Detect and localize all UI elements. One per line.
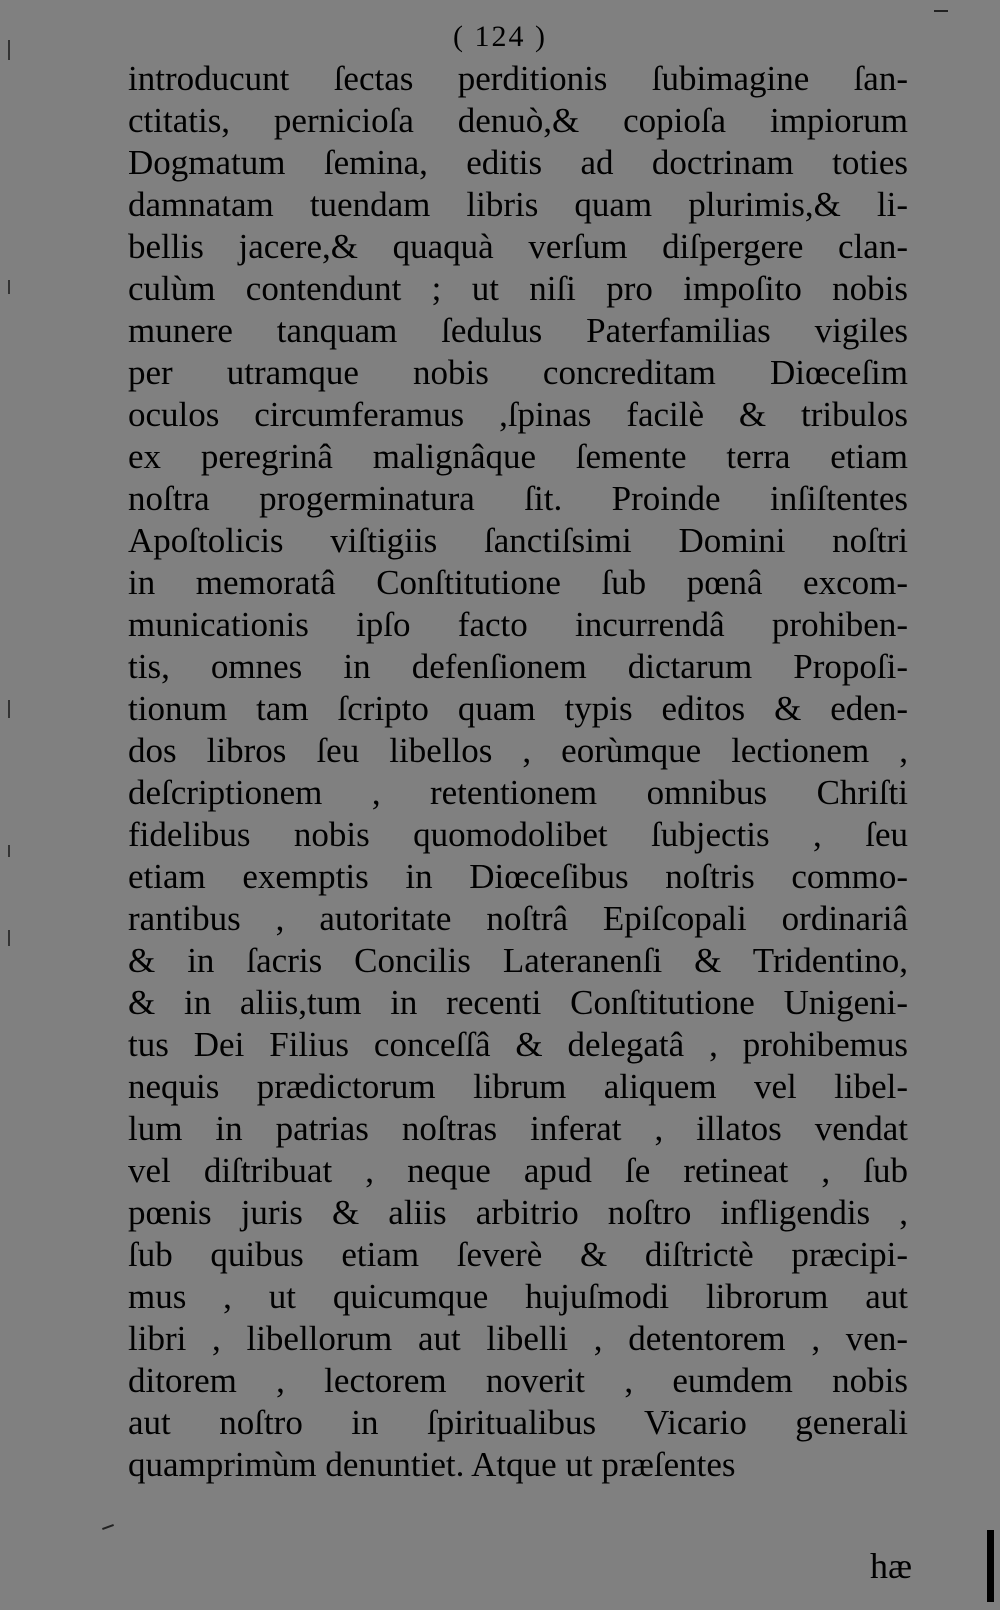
text-line: tis, omnes in defenſionem dictarum Propoſi- bbox=[128, 647, 908, 686]
scan-artifact-stray-mark bbox=[102, 1524, 114, 1530]
text-line: mus , ut quicumque hujuſmodi librorum aut bbox=[128, 1277, 908, 1316]
text-line: culùm contendunt ; ut niſi pro impoſito nobis bbox=[128, 269, 908, 308]
text-line: ctitatis, pernicioſa denuò,& copioſa impiorum bbox=[128, 101, 908, 140]
text-line: ex peregrinâ malignâque ſemente terra etiam bbox=[128, 437, 908, 476]
text-line: oculos circumferamus ,ſpinas facilè & tribulos bbox=[128, 395, 908, 434]
text-line: noſtra progerminatura ſit. Proinde inſiſtentes bbox=[128, 479, 908, 518]
scan-artifact-margin-mark bbox=[8, 845, 10, 857]
text-line: rantibus , autoritate noſtrâ Epiſcopali ordinariâ bbox=[128, 899, 908, 938]
text-line: per utramque nobis concreditam Diœceſim bbox=[128, 353, 908, 392]
text-line: dos libros ſeu libellos , eorùmque lectionem , bbox=[128, 731, 908, 770]
text-line: introducunt ſectas perditionis ſubimagine ſan- bbox=[128, 59, 908, 98]
text-line: libri , libellorum aut libelli , detentorem , ven- bbox=[128, 1319, 908, 1358]
text-line: nequis prædictorum librum aliquem vel libel- bbox=[128, 1067, 908, 1106]
text-line: deſcriptionem , retentionem omnibus Chriſti bbox=[128, 773, 908, 812]
text-line: ditorem , lectorem noverit , eumdem nobis bbox=[128, 1361, 908, 1400]
scan-artifact-margin-mark bbox=[8, 280, 10, 294]
text-line: tionum tam ſcripto quam typis editos & eden- bbox=[128, 689, 908, 728]
page-number: ( 124 ) bbox=[453, 20, 547, 53]
text-line: aut noſtro in ſpiritualibus Vicario generali bbox=[128, 1403, 908, 1442]
text-line: ſub quibus etiam ſeverè & diſtrictè præcipi- bbox=[128, 1235, 908, 1274]
text-line: & in aliis,tum in recenti Conſtitutione Unigeni- bbox=[128, 983, 908, 1022]
text-line: municationis ipſo facto incurrendâ prohiben- bbox=[128, 605, 908, 644]
text-line: & in ſacris Concilis Lateranenſi & Tridentino, bbox=[128, 941, 908, 980]
text-line: bellis jacere,& quaquà verſum diſpergere clan- bbox=[128, 227, 908, 266]
text-line: vel diſtribuat , neque apud ſe retineat , ſub bbox=[128, 1151, 908, 1190]
text-line: pœnis juris & aliis arbitrio noſtro infligendis , bbox=[128, 1193, 908, 1232]
text-line: etiam exemptis in Diœceſibus noſtris commo- bbox=[128, 857, 908, 896]
body-text bbox=[128, 58, 908, 1486]
text-line: Apoſtolicis viſtigiis ſanctiſsimi Domini noſtri bbox=[128, 521, 908, 560]
scan-artifact-tick bbox=[934, 10, 948, 12]
scan-artifact-margin-mark bbox=[8, 930, 10, 946]
text-line: Dogmatum ſemina, editis ad doctrinam toties bbox=[128, 143, 908, 182]
text-line: in memoratâ Conſtitutione ſub pœnâ excom- bbox=[128, 563, 908, 602]
text-line: munere tanquam ſedulus Paterfamilias vigiles bbox=[128, 311, 908, 350]
text-line: tus Dei Filius conceſſâ & delegatâ , prohibemus bbox=[128, 1025, 908, 1064]
text-line: quamprimùm denuntiet. Atque ut præſentes bbox=[128, 1445, 736, 1484]
text-line: lum in patrias noſtras inferat , illatos vendat bbox=[128, 1109, 908, 1148]
scan-artifact-margin-mark bbox=[8, 700, 10, 718]
text-line: fidelibus nobis quomodolibet ſubjectis , ſeu bbox=[128, 815, 908, 854]
text-line: damnatam tuendam libris quam plurimis,& li- bbox=[128, 185, 908, 224]
scan-artifact-edge-bar bbox=[987, 1530, 994, 1602]
catchword: hæ bbox=[869, 1546, 912, 1586]
scan-artifact-margin-mark bbox=[8, 40, 10, 60]
